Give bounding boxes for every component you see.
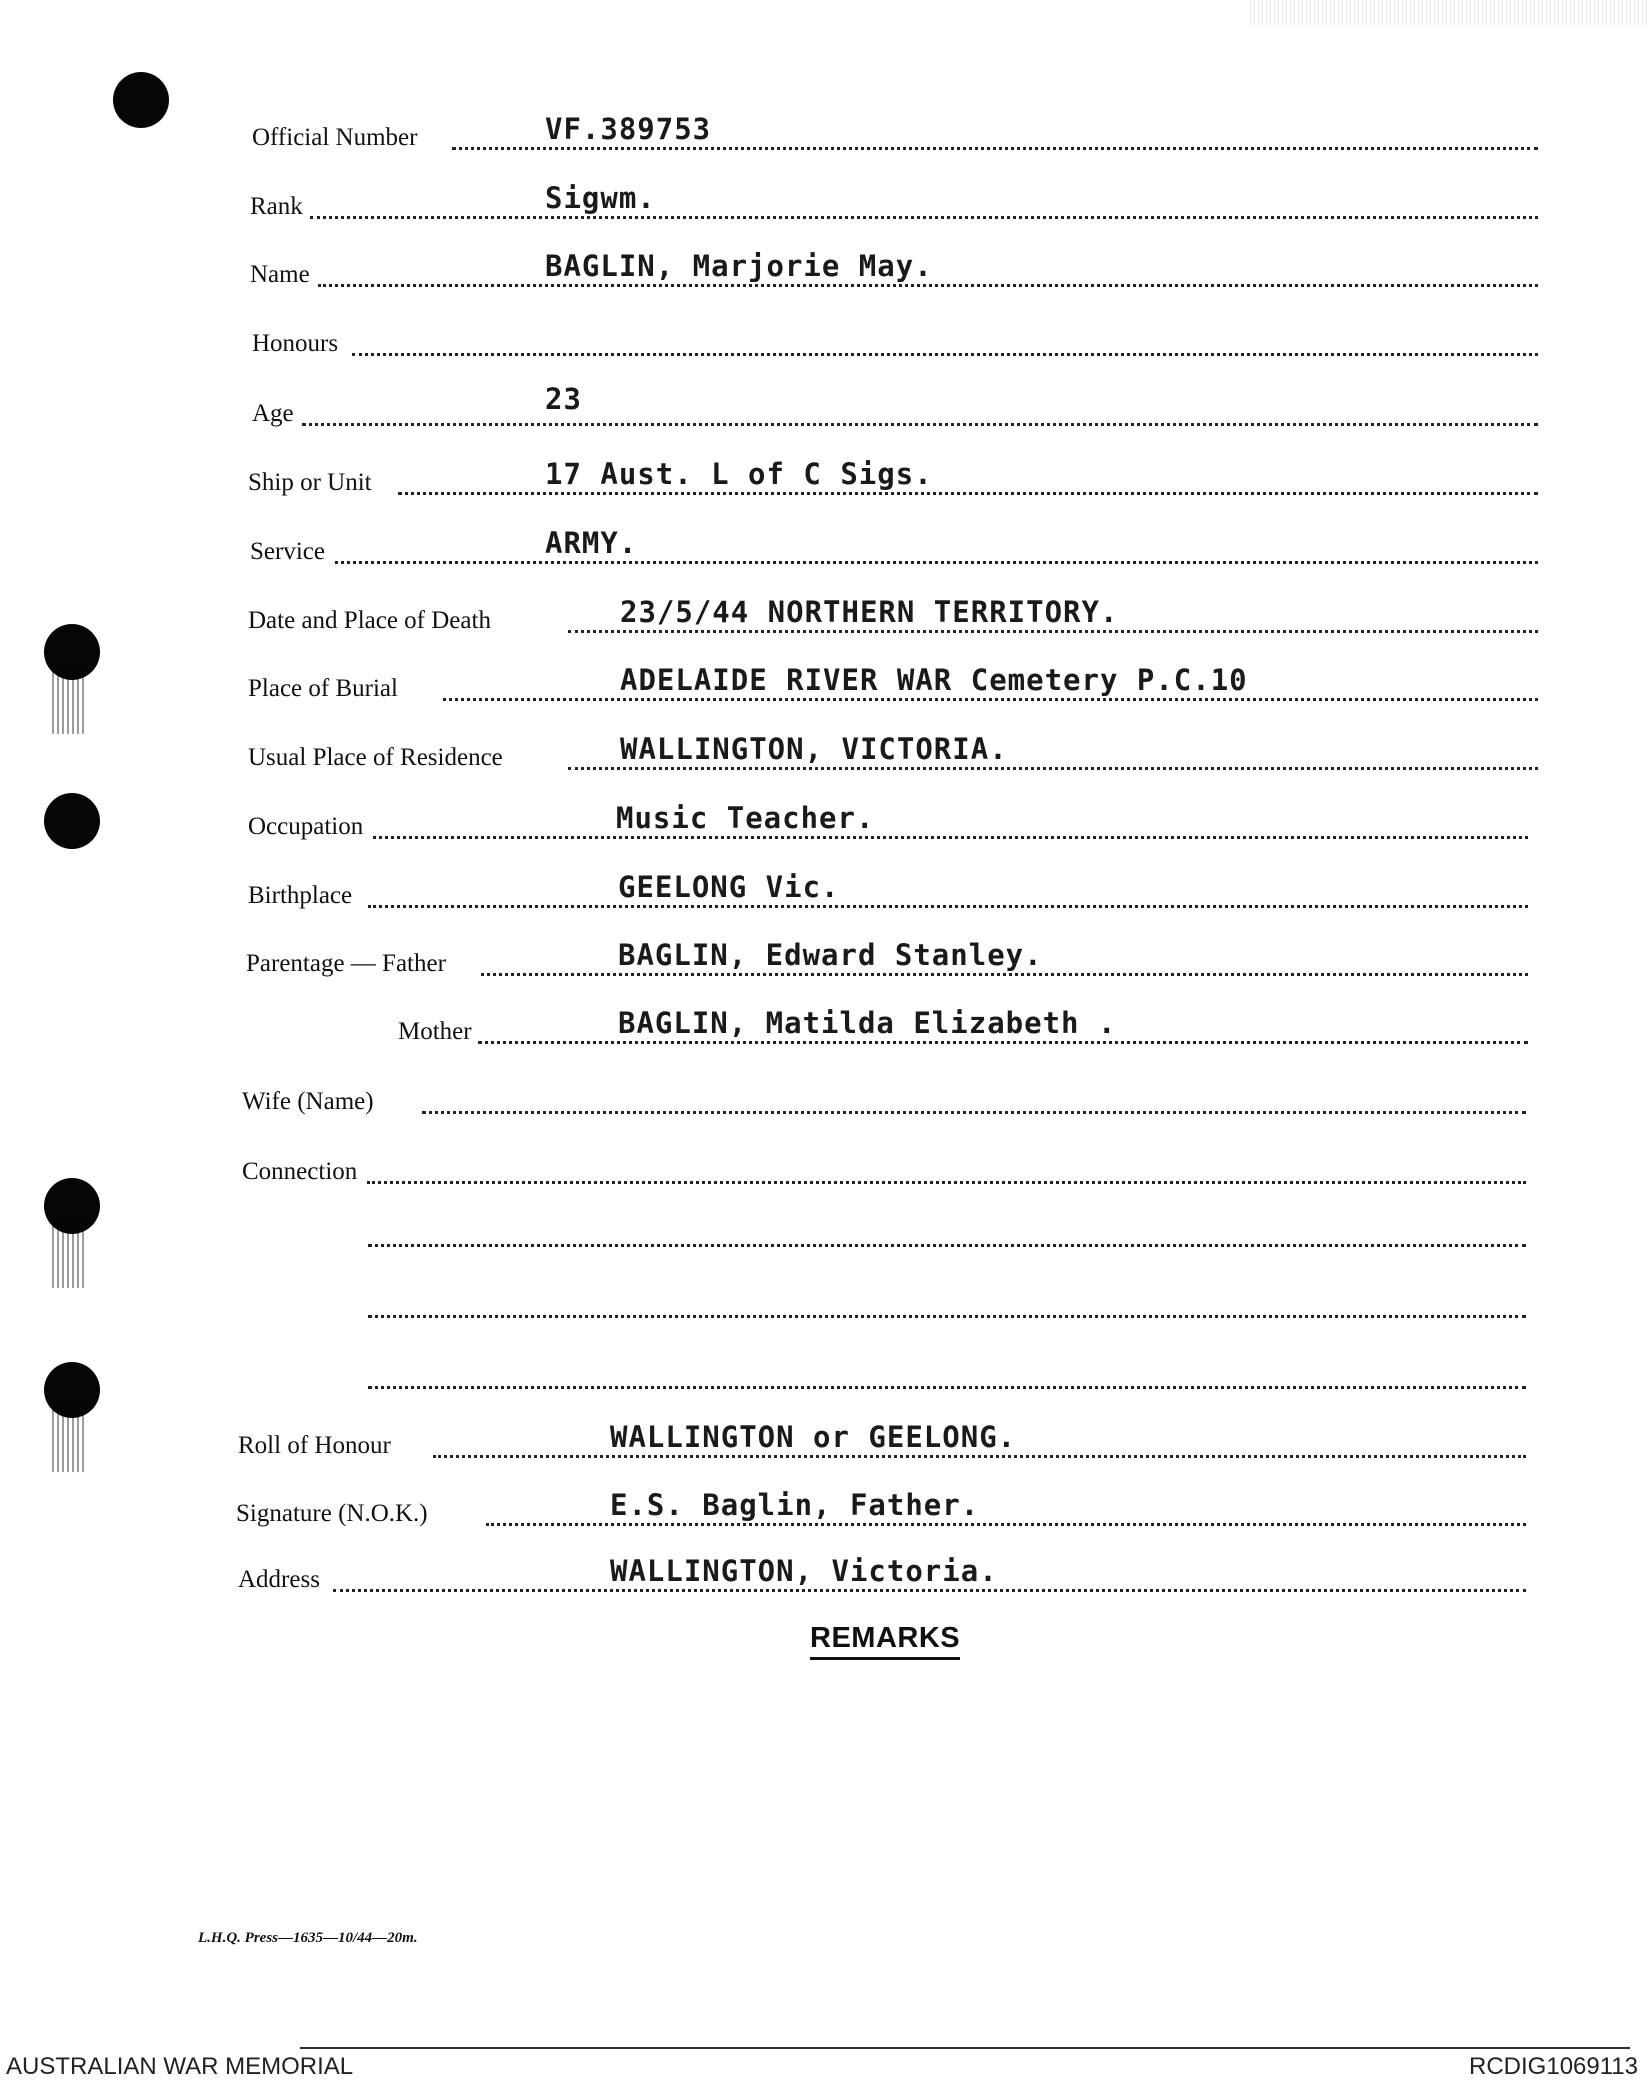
dotted-line: [333, 1589, 1526, 1592]
dotted-line: [352, 353, 1538, 356]
footer-archive-name: AUSTRALIAN WAR MEMORIAL: [6, 2053, 354, 2080]
field-label: Signature (N.O.K.): [236, 1500, 428, 1527]
dotted-line: [481, 973, 1528, 976]
dotted-line: [310, 216, 1538, 219]
field-label: Parentage — Father: [246, 950, 446, 977]
field-value: 17 Aust. L of C Sigs.: [545, 457, 933, 491]
field-birthplace: [248, 870, 1528, 914]
field-label: Ship or Unit: [248, 469, 372, 496]
field-official-number: [252, 112, 1538, 156]
field-label: Mother: [398, 1018, 472, 1045]
field-value: WALLINGTON, VICTORIA.: [620, 732, 1008, 766]
field-label: Connection: [242, 1158, 358, 1185]
field-value: WALLINGTON or GEELONG.: [610, 1420, 1017, 1454]
dotted-line: [568, 630, 1538, 633]
field-mother: [398, 1006, 1528, 1050]
field-value: ARMY.: [545, 526, 638, 560]
field-label: Service: [250, 538, 325, 565]
field-value: 23/5/44 NORTHERN TERRITORY.: [620, 595, 1119, 629]
dotted-line: [373, 836, 1528, 839]
field-label: Usual Place of Residence: [248, 744, 503, 771]
punch-hole: [44, 793, 100, 849]
dotted-line: [302, 423, 1538, 426]
punch-hole: [44, 1362, 100, 1418]
field-value: ADELAIDE RIVER WAR Cemetery P.C.10: [620, 663, 1248, 697]
field-signature: [236, 1488, 1526, 1532]
blank-line: [368, 1386, 1526, 1389]
field-value: E.S. Baglin, Father.: [610, 1488, 980, 1522]
field-father: [246, 938, 1528, 982]
field-label: Birthplace: [248, 882, 353, 909]
field-label: Address: [238, 1566, 320, 1593]
field-label: Occupation: [248, 813, 364, 840]
field-label: Roll of Honour: [238, 1432, 391, 1459]
field-label: Place of Burial: [248, 675, 398, 702]
field-value: BAGLIN, Edward Stanley.: [618, 938, 1043, 972]
dotted-line: [443, 698, 1538, 701]
field-place-of-burial: [248, 663, 1538, 707]
field-value: GEELONG Vic.: [618, 870, 840, 904]
footer-record-id: RCDIG1069113: [1469, 2053, 1638, 2080]
field-address: [238, 1554, 1526, 1598]
punch-hole: [113, 72, 169, 128]
punch-hole: [44, 1178, 100, 1234]
field-label: Official Number: [252, 124, 418, 151]
field-value: Music Teacher.: [616, 801, 875, 835]
blank-line: [368, 1244, 1526, 1247]
field-label: Rank: [250, 193, 303, 220]
dotted-line: [398, 492, 1538, 495]
field-service: [250, 526, 1538, 570]
field-wife: [242, 1080, 1526, 1120]
dotted-line: [433, 1455, 1526, 1458]
field-label: Date and Place of Death: [248, 607, 491, 634]
field-label: Age: [252, 400, 294, 427]
field-value: 23: [545, 382, 582, 416]
field-value: VF.389753: [545, 112, 712, 146]
field-connection: [242, 1150, 1526, 1190]
field-ship-or-unit: [248, 457, 1538, 501]
field-date-place-death: [248, 595, 1538, 639]
field-value: BAGLIN, Matilda Elizabeth .: [618, 1006, 1117, 1040]
dotted-line: [368, 905, 1528, 908]
field-value: WALLINGTON, Victoria.: [610, 1554, 998, 1588]
dotted-line: [335, 561, 1538, 564]
field-occupation: [248, 801, 1528, 845]
bottom-rule: [300, 2047, 1630, 2049]
punch-hole: [44, 624, 100, 680]
field-age: [252, 382, 1538, 432]
dotted-line: [486, 1523, 1526, 1526]
field-rank: [250, 181, 1538, 225]
dotted-line: [318, 284, 1538, 287]
dotted-line: [478, 1041, 1528, 1044]
dotted-line: [422, 1111, 1526, 1114]
dotted-line: [452, 147, 1538, 150]
remarks-heading: REMARKS: [810, 1622, 960, 1660]
field-label: Wife (Name): [242, 1088, 374, 1115]
dotted-line: [568, 767, 1538, 770]
field-honours: [252, 322, 1538, 362]
dotted-line: [367, 1181, 1526, 1184]
field-value: Sigwm.: [545, 181, 656, 215]
field-label: Honours: [252, 330, 339, 357]
field-name: [250, 249, 1538, 293]
press-mark: L.H.Q. Press—1635—10/44—20m.: [198, 1930, 418, 1946]
field-usual-residence: [248, 732, 1538, 776]
field-roll-of-honour: [238, 1420, 1526, 1464]
blank-line: [368, 1315, 1526, 1318]
scan-noise: [1250, 0, 1650, 26]
field-label: Name: [250, 261, 310, 288]
field-value: BAGLIN, Marjorie May.: [545, 249, 933, 283]
